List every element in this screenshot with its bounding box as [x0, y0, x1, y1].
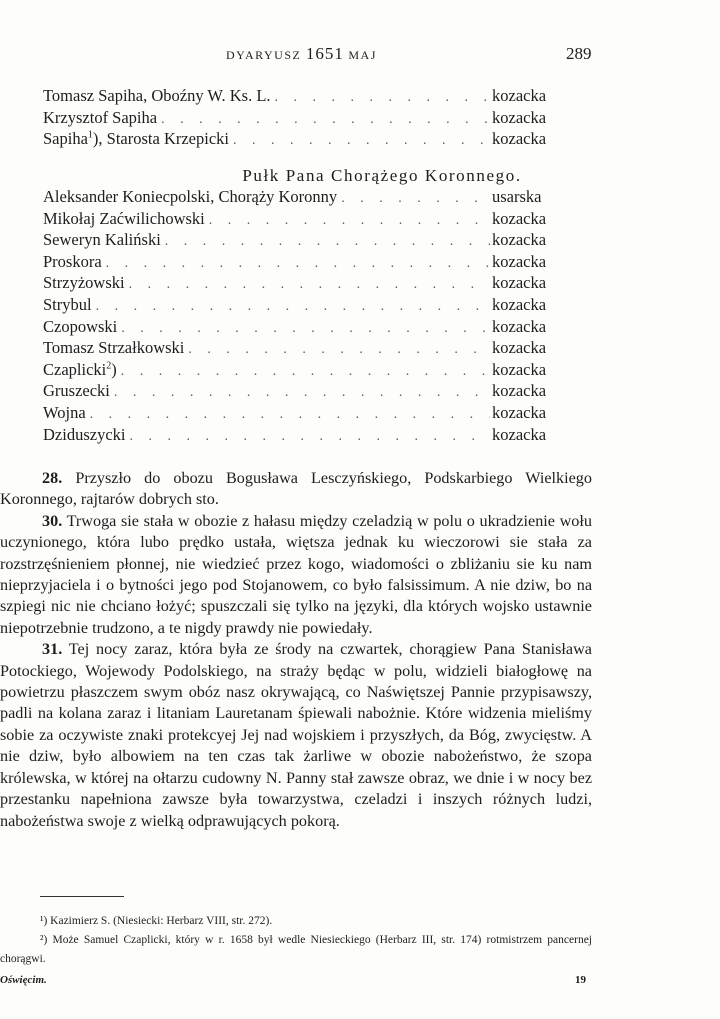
person-name: Aleksander Koniecpolski, Chorąży Koronny	[43, 187, 338, 206]
roster-row	[43, 317, 558, 339]
roster-name	[43, 360, 121, 380]
dot-leader	[165, 234, 490, 250]
title-left: DYARYUSZ	[226, 48, 302, 62]
dot-leader	[275, 90, 490, 106]
roster-name	[43, 230, 165, 250]
banner-type: kozacka	[492, 424, 547, 444]
dot-leader	[121, 364, 490, 380]
page-number: 289	[566, 44, 592, 63]
person-name: Sapiha	[43, 129, 88, 149]
banner-type: kozacka	[492, 273, 547, 293]
footnotes	[0, 912, 592, 969]
roster-name	[43, 108, 161, 128]
person-name: Mikołaj Zaćwilichowski	[43, 208, 205, 228]
roster-row	[43, 425, 558, 447]
paragraph	[0, 468, 592, 511]
person-name: Strybul	[43, 294, 92, 314]
dot-leader	[114, 385, 490, 401]
paragraph	[0, 511, 592, 639]
person-name: Dziduszycki	[43, 424, 126, 444]
roster-row	[43, 129, 558, 151]
paragraph-text: Tej nocy zaraz, która była ze środy na czwartek, chorągiew Pana Stanisława Potockiego, Wojewody Podolskiego, na straży będąc w polu, widzieli białogłowę na powietrzu płaszczem swym obóz nasz okrywającą, co Naświętszej Pannie przypisawszy, padli na kolana zaraz i litaniam Lauretanam śpiewali nabożnie. Które widzenia mieliśmy sobie za oczywiste znaki protekcyej Jej nad wojskiem i przyszłych, da Bóg, zwycięstw. A nie dziw, było albowiem na ten czas tak żarliwe w obozie nabożeństwo, że szopa królewska, w której na ołtarzu cudowny N. Panny stał zawsze obraz, we dnie i w nocy bez przestanku napełniona zawsze była towarzystwa, czeladzi i inszych różnych ludzi, nabożeństwa swoje z wielką odprawujących pokorą.	[0, 640, 592, 830]
person-name: Tomasz Sapiha, Oboźny W. Ks. L.	[43, 86, 271, 105]
roster-name	[43, 187, 341, 207]
roster-name	[43, 209, 209, 229]
roster-group-2	[43, 187, 558, 446]
paragraph-text: Przyszło do obozu Bogusława Lesczyńskiego, Podskarbiego Wielkiego Koronnego, rajtarów dobrych sto.	[0, 469, 592, 509]
roster-name	[43, 295, 96, 315]
body-text	[0, 468, 592, 832]
dot-leader	[90, 407, 490, 423]
roster-row	[43, 338, 558, 360]
title-right: MAJ	[348, 48, 377, 62]
dot-leader	[188, 342, 490, 358]
person-name: Seweryn Kaliński	[43, 230, 161, 250]
name-suffix: ), Starosta Krzepicki	[92, 129, 229, 149]
banner-type: kozacka	[492, 381, 547, 401]
person-name: Wojna	[43, 402, 86, 422]
roster-name	[43, 338, 188, 358]
signature-mark: 19	[575, 974, 586, 986]
roster-name	[43, 317, 121, 337]
section-title: Pułk Pana Chorążego Koronnego.	[242, 166, 522, 185]
roster-row	[43, 108, 558, 130]
banner-type: kozacka	[492, 86, 547, 105]
dot-leader	[121, 321, 490, 337]
footnote-mark: ²)	[40, 934, 48, 946]
roster-name	[43, 252, 106, 272]
dot-leader	[129, 277, 490, 293]
banner-type: usarska	[492, 187, 542, 206]
banner-type: kozacka	[492, 208, 547, 228]
footnote	[0, 912, 592, 931]
banner-type: kozacka	[492, 316, 547, 336]
footnote-ref: 2	[106, 360, 112, 372]
dot-leader	[96, 299, 490, 315]
dot-leader	[161, 112, 490, 128]
dot-leader	[106, 256, 490, 272]
person-name: Strzyżowski	[43, 273, 125, 293]
roster-row	[43, 209, 558, 231]
roster-row	[43, 252, 558, 274]
roster-row	[43, 360, 558, 382]
footnote-text: Kazimierz S. (Niesiecki: Herbarz VIII, str. 272).	[50, 915, 273, 927]
paragraph-number: 31.	[42, 640, 63, 659]
paragraph-number: 28.	[42, 469, 63, 487]
roster-group-1	[43, 86, 558, 151]
banner-type: kozacka	[492, 230, 547, 250]
paragraph-text: Trwoga sie stała w obozie z hałasu między czeladzią w polu o ukradzienie wołu uczynionego, która lubo prędko ustała, więtsza jednak ku wieczorowi sie stała za rozstrzęśnieniem płonnej, nie wiedzieć przez kogo, wiadomości o zbliżaniu sie ku nam nieprzyjaciela i o bytności jego pod Stojanowem, co było falsissimum. A nie dziw, bo na szpiegi nic nie chciano łożyć; spuszczali się tylko na języki, dla których wojsko ustawnie niepotrzebnie trudzono, a te nigdy prawdy nie powiedały.	[0, 511, 592, 637]
dot-leader	[233, 133, 490, 149]
dot-leader	[209, 213, 490, 229]
roster-row	[43, 403, 558, 425]
name-suffix: )	[111, 359, 117, 379]
person-name: Krzysztof Sapiha	[43, 107, 158, 127]
roster-row	[43, 295, 558, 317]
roster-name	[43, 403, 90, 423]
person-name: Proskora	[43, 251, 102, 271]
banner-type: kozacka	[492, 359, 547, 379]
banner-type: kozacka	[492, 129, 547, 149]
roster-row	[43, 273, 558, 295]
roster-name	[43, 273, 129, 293]
footnote-mark: ¹)	[40, 915, 48, 927]
person-name: Czaplicki	[43, 359, 107, 379]
footnote-text: Może Samuel Czaplicki, który w r. 1658 był wedle Niesieckiego (Herbarz III, str. 174) rotmistrzem pancernej chorągwi.	[0, 934, 592, 965]
person-name: Czopowski	[43, 316, 118, 336]
running-header	[0, 44, 720, 66]
title-year: 1651	[305, 44, 344, 63]
banner-type: kozacka	[492, 107, 547, 127]
roster-name	[43, 425, 129, 445]
paragraph	[0, 639, 592, 832]
footer-place: Oświęcim.	[0, 974, 47, 986]
paragraph-number: 30.	[42, 511, 63, 530]
person-name: Gruszecki	[43, 381, 110, 401]
running-title	[226, 44, 377, 64]
dot-leader	[129, 429, 490, 445]
banner-type: kozacka	[492, 402, 547, 422]
roster-row	[43, 187, 558, 209]
page-footer	[0, 974, 720, 992]
roster-name	[43, 86, 275, 106]
roster-row	[43, 86, 558, 108]
dot-leader	[341, 191, 490, 207]
footnote-ref: 1	[87, 129, 93, 141]
roster-row	[43, 230, 558, 252]
banner-type: kozacka	[492, 251, 547, 271]
roster-name	[43, 381, 114, 401]
person-name: Tomasz Strzałkowski	[43, 338, 185, 358]
footnote-rule	[40, 896, 124, 897]
roster-row	[43, 381, 558, 403]
banner-type: kozacka	[492, 294, 547, 314]
roster-name	[43, 129, 233, 149]
footnote	[0, 931, 592, 969]
banner-type: kozacka	[492, 338, 547, 358]
